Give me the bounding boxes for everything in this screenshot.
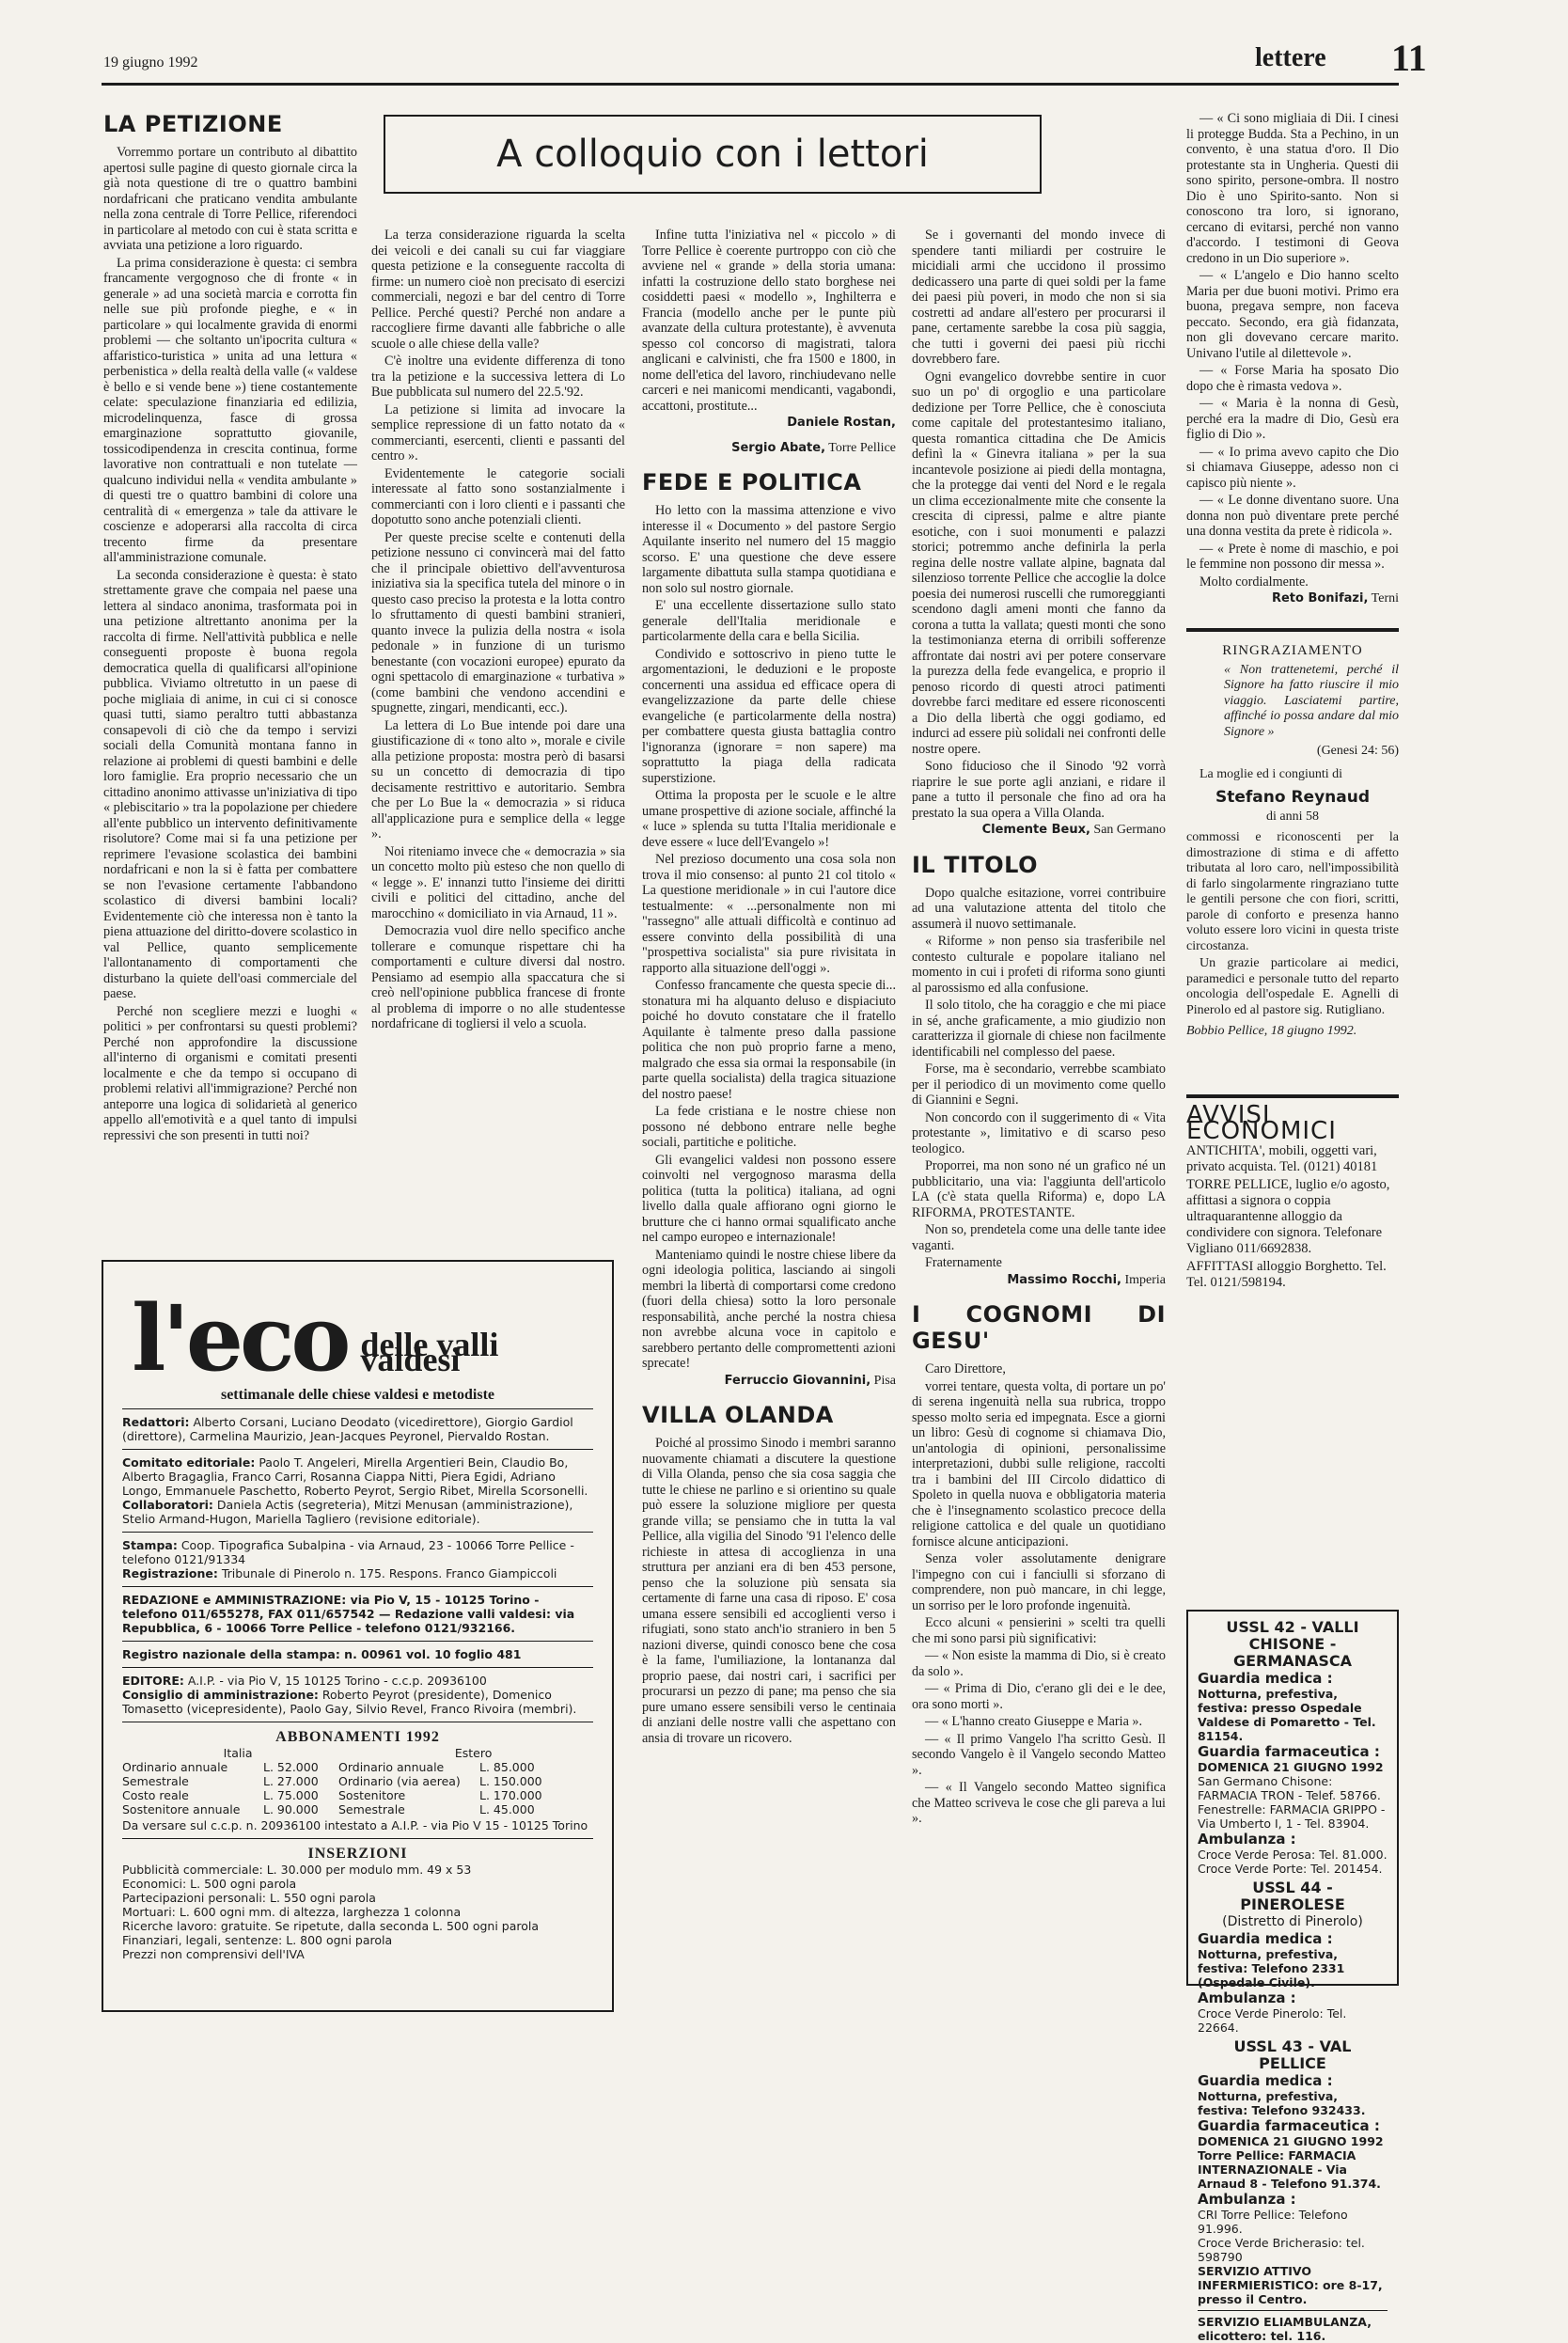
guardia-medica-title: Guardia medica : — [1198, 1670, 1333, 1687]
ussl-42-title: USSL 42 - VALLI CHISONE - GERMANASCA — [1226, 1618, 1359, 1670]
comitato-editoriale: Comitato editoriale: Paolo T. Angeleri, Mirella Argentieri Bein, Claudio Bo, Alberto Bragaglia, Franco Carri, Rosanna Ciappa Nitti, Piera Egidi, Adriano Longo, Emmanuele Paschetto, Roberto Peyrot, Sergio Ribet, Mirella Scorsonelli. Collaboratori: Daniela Actis (segreteria), Mitzi Menusan (amministrazione), Stelio Armand-Hugon, Mariella Tagliero (revisione editoriale). — [122, 1449, 593, 1532]
ringraziamento-intro: La moglie ed i congiunti di — [1200, 766, 1343, 781]
ambulanza-title: Ambulanza : — [1198, 2191, 1296, 2208]
signature: Reto Bonifazi, — [1271, 591, 1369, 605]
titolo-para: Proporrei, ma non sono né un grafico né un pubblicitario, una via: l'aggiunta dell'articolo LA (c'è stata quella Riforma) e, dopo LA RIFORMA, PROTESTANTE. — [912, 1158, 1166, 1220]
divider — [1186, 1094, 1399, 1098]
signature-place: Torre Pellice — [828, 440, 896, 455]
ringraziamento — [1186, 643, 1399, 1094]
masthead-logo-subtitle: delle valli valdesi — [360, 1326, 499, 1378]
column-3 — [642, 228, 896, 2003]
column-banner: A colloquio con i lettori — [384, 115, 1042, 194]
ambulanza-item: Croce Verde Pinerolo: Tel. 22664. — [1198, 2006, 1347, 2035]
signature-place: Terni — [1371, 591, 1399, 605]
fede-para: Confesso francamente che questa specie di... stonatura mi ha alquanto deluso e dispiaciuto poiché ho dovuto constatare che il fratello Aquilante è talmente preso dalla passione politica che non può proprio farne a meno, malgrado che essa sia ormai la responsabile (in parte quella socialista) della tragica situazione del nostro paese! — [642, 978, 896, 1102]
petizione-para: La prima considerazione è questa: ci sembra francamente vergognoso che di fronte « in generale » ad una società marcia e corrotta fin nelle sue più profonde pieghe, e « in particolare » qui localmente gravida di enormi problemi — che soltanto un'ipocrita cultura « affaristico-turistica » unita ad una lettura « perbenistica » della realtà della valle (« valdese è bello e si vende bene ») tiene costantemente celate: speculazione finanziaria ed edilizia, microdelinquenza, fasce di grossa emarginazione soprattutto giovanile, tossicodipendenza in crescita continua, forme lavorative non contrattuali e non tutelate — qualcuno individui nella « vendita ambulante » di questi tre o quattro bambini di colore una centralità di « emergenza » tale da attivare le coscienze e adoperarsi alla raccolta di circa trecento firme da presentare all'amministrazione comunale. — [103, 255, 357, 565]
inserzione-item: Pubblicità commerciale: L. 30.000 per modulo mm. 49 x 53 — [122, 1863, 472, 1877]
inserzioni — [122, 1838, 593, 1967]
abbonamenti-title: ABBONAMENTI 1992 — [275, 1729, 440, 1745]
petizione-para: La terza considerazione riguarda la scelta dei veicoli e dei canali su cui far viaggiare questa petizione e la conseguente raccolta di firme: un numero cioè non precisato di esercizi commerciali, negozi e bar del centro di Torre Pellice. Perché questi? Perché non andare a raccogliere firme davanti alle fabbriche o alle scuole o alle chiese della valle? — [371, 228, 625, 352]
farmacia-item: San Germano Chisone: FARMACIA TRON - Telef. 58766. — [1198, 1774, 1381, 1802]
villa-para: Se i governanti del mondo invece di spendere tanti miliardi per costruire le micidiali armi che uccidono il prossimo dedicassero una parte di quei soldi per la fame dei paesi più poveri, in modo che non si sia costretti ad andare all'estero per procurarsi il pane, certamente sarebbe la cosa più saggia, che tutti i governi dei paesi più ricchi dovrebbero fare. — [912, 228, 1166, 367]
guardia-medica-text: Notturna, prefestiva, festiva: presso Ospedale Valdese di Pomaretto - Tel. 81154. — [1198, 1687, 1376, 1743]
cognomi-para: — « Prima di Dio, c'erano gli dei e le dee, ora sono morti ». — [912, 1681, 1166, 1712]
guardia-medica-title: Guardia medica : — [1198, 2072, 1333, 2089]
deceased-name: Stefano Reynaud — [1215, 788, 1370, 807]
avvisi-economici — [1186, 1101, 1399, 1305]
titolo-para: Fraternamente — [925, 1255, 1002, 1270]
ussl-44-subtitle: (Distretto di Pinerolo) — [1222, 1914, 1363, 1929]
guardia-farmaceutica-date: DOMENICA 21 GIUGNO 1992 — [1198, 1760, 1384, 1774]
column-2 — [371, 228, 625, 1250]
fede-para: Ho letto con la massima attenzione e vivo interesse il « Documento » del pastore Sergio Aquilante inserito nel numero del 15 maggio scorso. E' una questione che deve essere largamente dibattuta sulla stampa quotidiana e non solo sul nostro giornale. — [642, 503, 896, 596]
signature: Daniele Rostan, — [787, 416, 896, 430]
cognomi-para: — « Prete è nome di maschio, e poi le femmine non possono dir messa ». — [1186, 541, 1399, 572]
inserzione-item: Prezzi non comprensivi dell'IVA — [122, 1947, 305, 1961]
abbonamenti-estero: Estero — [454, 1746, 493, 1760]
petizione-para: Evidentemente le categorie sociali interessate al fatto sono sostanzialmente i commercianti con i loro clienti e i passanti che dopotutto sono anche potenziali clienti. — [371, 465, 625, 527]
ringraziamento-ref: (Genesi 24: 56) — [1316, 744, 1399, 758]
ringraziamento-date: Bobbio Pellice, 18 giugno 1992. — [1186, 1024, 1357, 1038]
cognomi-para: Molto cordialmente. — [1200, 574, 1309, 590]
fede-para: Gli evangelici valdesi non possono essere coinvolti nel vergognoso marasma della politica (tutta la politica) italiana, ad ogni livello dalla quale affiorano ogni giorno le brutture che ci hanno ormai squalificato anche nel campo europeo e internazionale! — [642, 1152, 896, 1245]
column-4 — [912, 228, 1166, 2003]
avviso-item: TORRE PELLICE, luglio e/o agosto, affittasi a signora o coppia ultraquarantenne alloggio da condividere con signora. Telefonare Vigliano 011/6692838. — [1186, 1177, 1390, 1256]
villa-para: Ogni evangelico dovrebbe sentire in cuor suo un po' di orgoglio e una particolare dedizione per Torre Pellice, che è conosciuta come capitale del protestantesimo italiano, questa romantica cittadina che De Amicis definì la « Ginevra italiana » per la sua incantevole posizione ai piedi della montagna, che la protegge dai venti del Nord e le regala un clima eccezionalmente mite che consente la crescita di cipressi, palme e altre piante esotiche, con i suoi monumenti e palazzi storici; potremmo anche definirla la perla regina delle nostre vallate alpine, bagnata dal silenzioso torrente Pellice che accoglie la dolce poesia dei numerosi ruscelli che rumoreggianti scendono dagli ameni monti che fanno da corona a tutta la vallata; questi monti che sono la testimonianza eterna di orribili sofferenze affrontate dai nostri avi per potere conservare la purezza della fede evangelica, e proprio il penoso ricordo di questi atroci patimenti dovrebbe farci meditare ed essere riconoscenti a Dio della libertà che oggi godiamo, ed indurci ad essere più solidali nei confronti delle nostre opere. — [912, 369, 1166, 757]
ussl-44-title: USSL 44 - PINEROLESE — [1240, 1879, 1345, 1913]
signature: Sergio Abate, — [731, 440, 826, 455]
ambulanza-title: Ambulanza : — [1198, 1831, 1296, 1848]
petizione-title: LA PETIZIONE — [103, 111, 283, 137]
column-5 — [1186, 111, 1399, 619]
redazione: REDAZIONE e AMMINISTRAZIONE: via Pio V, 15 - 10125 Torino - telefono 011/655278, FAX 011/657542 — Redazione valli valdesi: via Repubblica, 6 - 10066 Torre Pellice - telefono 0121/932166. — [122, 1586, 593, 1641]
cognomi-para: — « Maria è la nonna di Gesù, perché era la madre di Dio, Gesù era figlio di Dio ». — [1186, 396, 1399, 442]
farmacia-item: Fenestrelle: FARMACIA GRIPPO - Via Umberto I, 1 - Tel. 83904. — [1198, 1802, 1386, 1831]
petizione-para: Per queste precise scelte e contenuti della petizione nessuno ci convincerà mai del fatto che il principale obiettivo dell'avventurosa iniziativa sia la specifica tutela del minore o in questo caso preciso la protesta e la lotta contro lo sfruttamento di questi bambini stranieri, quanto invece la pulizia della nostra « isola pedonale » in funzione di un turismo benestante (con vocazioni europee) epurato da ogni spettacolo di emarginazione « turbativa » (come bambini che vendono accendini e spugnette, zingari, mendicanti, ecc.). — [371, 529, 625, 715]
signature: Ferruccio Giovannini, — [724, 1373, 871, 1388]
cognomi-para: Ecco alcuni « pensierini » scelti tra quelli che mi sono parsi più significativi: — [912, 1615, 1166, 1646]
signature-place: San Germano — [1093, 823, 1166, 837]
signature-place: Imperia — [1124, 1272, 1166, 1287]
titolo-para: Non concordo con il suggerimento di « Vita protestante », limitativo e di scarso peso teologico. — [912, 1109, 1166, 1156]
cognomi-title: I COGNOMI DI GESU' — [912, 1301, 1166, 1354]
abbonamenti-table: Ordinario annuale L. 52.000 Ordinario annuale L. 85.000 Semestrale L. 27.000 Ordinario (via aerea) L. 150.000 Costo reale L. 75.000 Sostenitore L. 170.000 Sostenitore annuale L. 90.000 Semestrale L. 45.000 — [122, 1760, 542, 1816]
section-title: lettere — [1255, 43, 1326, 72]
cognomi-para: Caro Direttore, — [925, 1361, 1006, 1376]
cognomi-para: — « L'hanno creato Giuseppe e Maria ». — [925, 1714, 1143, 1729]
petizione-para: Vorremmo portare un contributo al dibattito apertosi sulle pagine di questo giornale circa la già nota questione di tre o quattro bambini nordafricani che praticano vendita ambulante nella zona centrale di Torre Pellice, riferendoci in particolare al metodo con cui è stata scritta e avviata una petizione a loro riguardo. — [103, 145, 357, 253]
cognomi-para: — « Non esiste la mamma di Dio, si è creato da solo ». — [912, 1648, 1166, 1679]
cognomi-para: — « Ci sono migliaia di Dii. I cinesi li protegge Budda. Sta a Pechino, in un convento, è una statua d'oro. Il Dio protestante sta in Ungheria. Questi dii sono spirito, persone-ombra. Il nostro Dio è uno Spirito-santo. Non si conoscono tra loro, si ignorano, cercano di evitarsi, perché non vanno d'accordo. I testimoni di Geova credono in un Dio superiore ». — [1186, 111, 1399, 266]
fede-para: Manteniamo quindi le nostre chiese libere da ogni ideologia politica, lasciando ai singoli membri la libertà di comportarsi come credono (fuori della chiesa) sotto la loro personale responsabilità, anche perché la nostra chiesa non avrebbe alcuna voce in capitolo e sarebbero pertanto delle compromettenti azioni sprecate! — [642, 1247, 896, 1371]
page-number: 11 — [1391, 37, 1427, 79]
titolo-para: Dopo qualche esitazione, vorrei contribuire ad una valutazione attenta del titolo che assumerà il nuovo settimanale. — [912, 885, 1166, 932]
abbonamenti-italia: Italia — [223, 1746, 253, 1760]
registro-nazionale: Registro nazionale della stampa: n. 00961 vol. 10 foglio 481 — [122, 1641, 593, 1667]
cognomi-para: — « Io prima avevo capito che Dio si chiamava Giuseppe, adesso non ci capisco più niente ». — [1186, 444, 1399, 491]
divider — [1186, 628, 1399, 632]
masthead-box — [102, 1260, 614, 2012]
guardia-medica-text: Notturna, prefestiva, festiva: Telefono 2331 (Ospedale Civile). — [1198, 1947, 1345, 1989]
cognomi-para: — « Le donne diventano suore. Una donna non può diventare prete perché una donna vestita da prete è ridicola ». — [1186, 493, 1399, 539]
cognomi-para: Senza voler assolutamente denigrare l'impegno con cui i fanciulli si sforzano di comprendere, non può mancare, in chi legge, un sorriso per le loro profonde ingenuità. — [912, 1551, 1166, 1613]
inserzioni-title: INSERZIONI — [307, 1846, 408, 1862]
ambulanza-title: Ambulanza : — [1198, 1989, 1296, 2006]
guardia-medica-text: Notturna, prefestiva, festiva: Telefono 932433. — [1198, 2089, 1366, 2117]
ringraziamento-title: RINGRAZIAMENTO — [1222, 643, 1363, 658]
guardia-medica-title: Guardia medica : — [1198, 1930, 1333, 1947]
petizione-para: La petizione si limita ad invocare la semplice repressione di un fatto notato da « commercianti, esercenti, clienti e passanti del centro ». — [371, 401, 625, 464]
avviso-item: AFFITTASI alloggio Borghetto. Tel. Tel. 0121/598194. — [1186, 1259, 1387, 1290]
petizione-para: Infine tutta l'iniziativa nel « piccolo » di Torre Pellice è coerente purtroppo con ciò che avviene nel « grande » della storia umana: infatti la costruzione dello stato borghese nei cosiddetti paesi « modello », Inghilterra e Francia (modello anche per le punte più avanzate della cultura protestante), è avvenuta spesso col concorso di magistrati, talora anglicani e calvinisti, che fra 1500 e 1800, in nome dell'etica del lavoro, rinchiudevano nelle carceri e nei manicomi mendicanti, vagabondi, accattoni, prostitute... — [642, 228, 896, 414]
avviso-item: ANTICHITA', mobili, oggetti vari, privato acquista. Tel. (0121) 40181 — [1186, 1143, 1378, 1174]
fede-para: Ottima la proposta per le scuole e le altre umane prospettive di azione sociale, affinché la « luce » splenda su tutta l'Italia meridionale e deve essere « luce dell'Evangelo »! — [642, 788, 896, 850]
villa-title: VILLA OLANDA — [642, 1402, 834, 1428]
masthead-tagline: settimanale delle chiese valdesi e metodiste — [220, 1387, 495, 1403]
titolo-para: Forse, ma è secondario, verrebbe scambiato per il periodico di un movimento come quello di Giannini e Segni. — [912, 1061, 1166, 1108]
petizione-para: La seconda considerazione è questa: è stato strettamente grave che compaia nel paese una lettera al sindaco anonima, trasformata poi in una petizione altrettanto anonima per la raccolta di firme. Nell'attività pubblica e nelle conseguenti proposte è buona regola democratica quella di qualificarsi all'opinione pubblica. Viviamo oltretutto in un paese di poche migliaia di anime, in cui ci si conosce quasi tutti, siamo peraltro tutti abbastanza consapevoli di ciò che da tempo i servizi sociali della Comunità montana fanno in relazione ai problemi di questi bambini e delle loro famiglie. Era proprio necessario che un cittadino anonimo attivasse un'iniziativa di tipo « plebiscitario » tra la popolazione per chiedere all'ente pubblico un intervento definitivamente risolutore? Come mai si fa una petizione per reprimere l'evasione scolastica dei bambini nordafricani e non la si è fatta per combattere se non l'evasione certamente l'abbandono scolastico di diversi bambini locali? Evidentemente ciò che interessa non è tanto la piena attuazione del diritto-dovere scolastico in val Pellice, quanto semplicemente l'allontanamento di comportamenti che disturbano la quiete dell'oasi commerciale del paese. — [103, 567, 357, 1001]
ussl-43-title: USSL 43 - VAL PELLICE — [1233, 2037, 1352, 2072]
titolo-para: Non so, prendetela come una delle tante idee vaganti. — [912, 1222, 1166, 1253]
stampa: Stampa: Coop. Tipografica Subalpina - via Arnaud, 23 - 10066 Torre Pellice - telefono 0121/91334 Registrazione: Tribunale di Pinerolo n. 175. Respons. Franco Giampiccoli — [122, 1532, 593, 1586]
cognomi-para: vorrei tentare, questa volta, di portare un po' di serena ingenuità nella sua rubrica, troppo spesso molto seria ed impegnata. Esce a giorni un libro: Gesù di cognome si chiamava Dio, un'antologia di opinioni, personalissime interpretazioni, dubbi sulle religione, raccolti tra i bambini del III Circolo didattico di Spoleto in quella nuova e obbligatoria materia che è l'insegnamento scolastico precoce della religione cattolica e del quale un quotidiano fornisce alcune anticipazioni. — [912, 1378, 1166, 1549]
guardia-farmaceutica-title: Guardia farmaceutica : — [1198, 1743, 1380, 1760]
abbonamenti — [122, 1722, 593, 1838]
signature: Clemente Beux, — [981, 823, 1090, 837]
servizio-infermieristico: SERVIZIO ATTIVO INFERMIERISTICO: ore 8-17, presso il Centro. — [1198, 2264, 1383, 2306]
inserzione-item: Partecipazioni personali: L. 550 ogni parola — [122, 1891, 376, 1905]
ambulanza-item: Croce Verde Porte: Tel. 201454. — [1198, 1862, 1383, 1876]
guardia-farmaceutica-date: DOMENICA 21 GIUGNO 1992 — [1198, 2134, 1384, 2148]
column-1 — [103, 111, 357, 1250]
titolo-para: Il solo titolo, che ha coraggio e che mi piace in sé, anche graficamente, a mio giudizio non caratterizza il giornale di chiese non facilmente identificabili nel complesso del paese. — [912, 998, 1166, 1060]
redattori: Redattori: Alberto Corsani, Luciano Deodato (vicedirettore), Giorgio Gardiol (direttore), Carmelina Maurizio, Jean-Jacques Peyronel, Piervaldo Rostan. — [122, 1408, 593, 1449]
signature: Massimo Rocchi, — [1007, 1272, 1121, 1287]
ringraziamento-para: commossi e riconoscenti per la dimostrazione di stima e di affetto tributata al loro caro, nell'impossibilità di farlo singolarmente ringraziano tutte le gentili persone che con fiori, scritti, parole di conforto e presenza hanno voluto essere loro vicini in questa triste circostanza. — [1186, 830, 1399, 953]
fede-para: Nel prezioso documento una cosa sola non trova il mio consenso: al punto 21 col titolo « La questione meridionale » in cui l'autore dice testualmente: « ...personalmente non mi "rassegno" alle attuali difficoltà e continuo ad essere convinto della possibilità di una "prospettiva socialista" sia pure rivisitata in rapporto alla situazione dell'oggi ». — [642, 852, 896, 976]
petizione-para: Perché non scegliere mezzi e luoghi « politici » per confrontarsi su questi problemi? Perché non approfondire la discussione all'interno di organismi e comitati presenti localmente e che da tempo si occupano di problemi relativi all'immigrazione? Perché non anteporre una logica di solidarietà al generico appello all'emotività e a quel tanto di impulsi repressivi che son presenti in tutti noi? — [103, 1003, 357, 1143]
signature-place: Pisa — [873, 1373, 896, 1388]
masthead-logo: l'eco — [132, 1285, 348, 1392]
ringraziamento-quote: « Non trattenetemi, perché il Signore ha fatto riuscire il mio viaggio. Lasciatemi partire, affinché io possa andare dal mio Signore » — [1224, 662, 1399, 739]
titolo-para: « Riforme » non penso sia trasferibile nel contesto culturale e popolare italiano nel momento in cui i profeti di riforma sono giunti al parossismo ed alla confusione. — [912, 934, 1166, 996]
ambulanza-item: Croce Verde Bricherasio: tel. 598790 — [1198, 2236, 1365, 2264]
ambulanza-item: Croce Verde Perosa: Tel. 81.000. — [1198, 1848, 1388, 1862]
cognomi-para: — « Il primo Vangelo l'ha scritto Gesù. Il secondo Vangelo è il Vangelo secondo Matteo ». — [912, 1731, 1166, 1778]
fede-title: FEDE E POLITICA — [642, 469, 862, 495]
villa-para: Poiché al prossimo Sinodo i membri saranno nuovamente chiamati a discutere la questione di Villa Olanda, penso che sia cosa saggia che tutte le chiese ne parlino e si orientino su quale può essere la soluzione migliore per questa grande villa; se pensiamo che in tutta la val Pellice, alla vigilia del Sinodo '91 l'elenco delle richieste in attesa di accoglienza in una struttura per anziani era di ben 453 persone, penso che la soluzione più sensata sia certamente di farne una casa di riposo. E' cosa umana essere sensibili ed accoglienti verso i rifugiati, sono stato anch'io straniero in ben 5 nazioni diverse, quindi conosco bene che cosa è la fame, l'umiliazione, la lontananza dal proprio paese, dai nostri cari, i sacrifici per procurarsi un pezzo di pane; ma penso che sia pure umano essere sensibili verso le centinaia di anziani delle nostre valli che aspettano con ansia di trovare un ricovero. — [642, 1436, 896, 1746]
petizione-para: Noi riteniamo invece che « democrazia » sia un concetto molto più esteso che non quello di « legge ». E' innanzi tutto l'insieme dei diritti civili e politici del cittadino, anche del marocchino « domiciliato in via Arnaud, 11 ». — [371, 843, 625, 921]
avvisi-title: AVVISI ECONOMICI — [1186, 1101, 1337, 1145]
villa-para: Sono fiducioso che il Sinodo '92 vorrà riaprire le sue porte agli anziani, e ridare il pane a tutto il personale che fino ad ora ha prestato la sua opera a Villa Olanda. — [912, 759, 1166, 821]
deceased-age: di anni 58 — [1266, 809, 1319, 824]
editore: EDITORE: A.I.P. - via Pio V, 15 10125 Torino - c.c.p. 20936100 Consiglio di amministrazione: Roberto Peyrot (presidente), Domenico Tomasetto (vicepresidente), Paolo Gay, Silvio Revel, Franco Rivoira (membri). — [122, 1667, 593, 1722]
farmacia-item: Torre Pellice: FARMACIA INTERNAZIONALE - Via Arnaud 8 - Telefono 91.374. — [1198, 2148, 1381, 2191]
cognomi-para: — « L'angelo e Dio hanno scelto Maria per due buoni motivi. Primo era buona, pregava sempre, non faceva peccato. Secondo, era già fidanzata, non gli dovevano cercare marito. Univano l'utile al dilettevole ». — [1186, 268, 1399, 361]
inserzione-item: Mortuari: L. 600 ogni mm. di altezza, larghezza 1 colonna — [122, 1905, 462, 1919]
inserzione-item: Ricerche lavoro: gratuite. Se ripetute, dalla seconda L. 500 ogni parola — [122, 1919, 540, 1933]
cognomi-para: — « Il Vangelo secondo Matteo significa che Matteo scriveva le cose che gli pareva a lui ». — [912, 1780, 1166, 1826]
petizione-para: Democrazia vuol dire nello specifico anche tollerare e comunque rispettare chi ha comportamenti e culture diversi dal nostro. Pensiamo ad esempio alla spaccatura che si creò nell'opinione pubblica francese di fronte al problema di imporre o no alle studentesse nordafricane di togliersi il velo a scuola. — [371, 923, 625, 1031]
fede-para: Condivido e sottoscrivo in pieno tutte le argomentazioni, le deduzioni e le proposte concernenti una assidua ed efficace opera di evangelizzazione da parte delle chiese evangeliche (e particolarmente della nostra) per combattere questa giusta battaglia contro l'ignoranza (ignorare = non sapere) ma soprattutto la piaga della radicata superstizione. — [642, 646, 896, 786]
inserzione-item: Economici: L. 500 ogni parola — [122, 1877, 297, 1891]
ringraziamento-para: Un grazie particolare ai medici, paramedici e personale tutto del reparto oncologia dell'ospedale E. Agnelli di Pinerolo ed al pastore sig. Rutigliano. — [1186, 956, 1399, 1017]
fede-para: La fede cristiana e le nostre chiese non possono né debbono entrare nelle beghe sociali, partitiche e politiche. — [642, 1104, 896, 1150]
titolo-title: IL TITOLO — [912, 851, 1038, 878]
inserzione-item: Finanziari, legali, sentenze: L. 800 ogni parola — [122, 1933, 393, 1947]
ussl-box — [1186, 1610, 1399, 2343]
ambulanza-item: CRI Torre Pellice: Telefono 91.996. — [1198, 2208, 1348, 2236]
petizione-para: La lettera di Lo Bue intende poi dare una giustificazione di « tono alto », morale e civile alla petizione proposta: mostra però di basarsi su un concetto di democrazia di tipo decisamente restrittivo e autoritario. Sembra che per Lo Bue la « democrazia » si riduca all'applicazione pura e semplice della « legge ». — [371, 717, 625, 841]
eliambulanza: SERVIZIO ELIAMBULANZA, elicottero: tel. 116. — [1198, 2310, 1388, 2343]
fede-para: E' una eccellente dissertazione sullo stato generale dell'Italia meridionale e particolarmente della cara e bella Sicilia. — [642, 598, 896, 644]
guardia-farmaceutica-title: Guardia farmaceutica : — [1198, 2117, 1380, 2134]
issue-date: 19 giugno 1992 — [103, 55, 198, 71]
cognomi-para: — « Forse Maria ha sposato Dio dopo che è rimasta vedova ». — [1186, 363, 1399, 394]
petizione-para: C'è inoltre una evidente differenza di tono tra la petizione e la successiva lettera di Lo Bue pubblicata sul numero del 22.5.'92. — [371, 354, 625, 400]
header-rule — [102, 83, 1399, 86]
versamento: Da versare sul c.c.p. n. 20936100 intestato a A.I.P. - via Pio V 15 - 10125 Torino — [122, 1818, 588, 1832]
